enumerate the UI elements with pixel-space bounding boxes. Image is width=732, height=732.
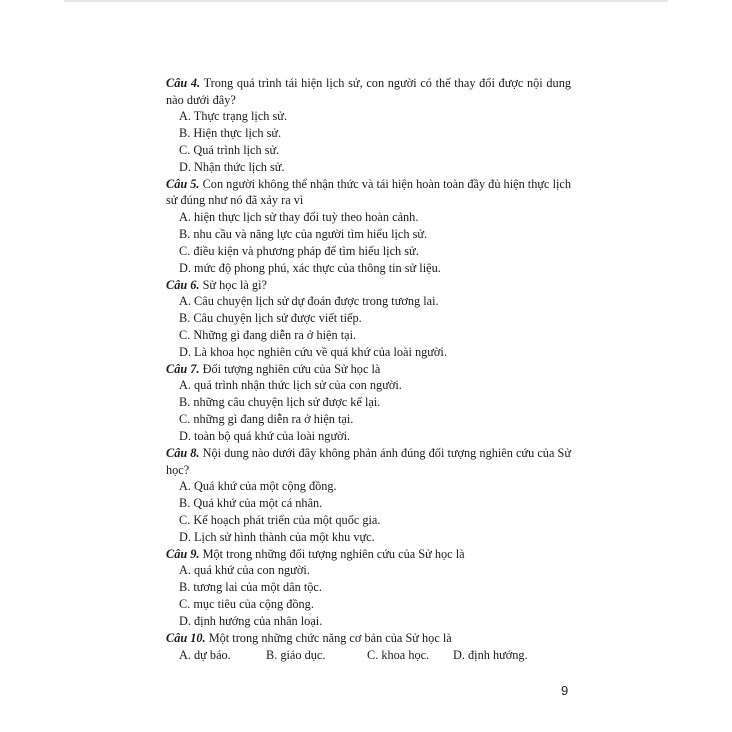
answer-option: D. Nhận thức lịch sử. (179, 159, 285, 174)
question-stem (166, 546, 571, 563)
answer-option: A. quá trình nhận thức lịch sử của con người. (179, 378, 402, 393)
question-number: Câu 4. (166, 76, 201, 90)
page-number: 9 (561, 683, 569, 698)
answer-option: C. điều kiện và phương pháp để tìm hiểu lịch sử. (179, 243, 419, 258)
question-stem (166, 75, 571, 108)
answer-option: B. Câu chuyện lịch sử được viết tiếp. (179, 311, 362, 326)
question-number: Câu 9. (166, 546, 200, 561)
question-stem (166, 277, 571, 294)
answer-option-row (166, 647, 571, 664)
question-text: Con người không thể nhận thức và tái hiện hoàn toàn đầy đủ hiện thực lịch sử đúng như nó đã xảy ra vì (166, 176, 572, 208)
question-text: Nội dung nào dưới đây không phản ánh đúng đối tượng nghiên cứu của Sử học? (166, 446, 571, 477)
question-number: Câu 7. (166, 361, 200, 376)
question-10 (166, 630, 571, 664)
question-stem (166, 176, 571, 209)
question-stem (166, 445, 571, 478)
question-7 (166, 361, 571, 445)
question-number: Câu 8. (166, 446, 200, 461)
question-9 (166, 546, 571, 630)
question-list (166, 75, 571, 664)
question-text: Một trong những chức năng cơ bản của Sử học là (208, 631, 452, 646)
question-text: Trong quá trình tái hiện lịch sử, con người có thể thay đổi được nội dung nào dưới đây? (166, 76, 571, 107)
question-number: Câu 5. (166, 176, 200, 191)
answer-option: C. Những gì đang diễn ra ở hiện tại. (179, 328, 357, 343)
answer-option: A. dự báo. (179, 647, 231, 662)
question-8 (166, 445, 571, 546)
question-text: Đối tượng nghiên cứu của Sử học là (202, 361, 381, 376)
answer-option: C. Kế hoạch phát triển của một quốc gia. (179, 513, 381, 528)
answer-option: B. nhu cầu và năng lực của người tìm hiểu lịch sử. (179, 226, 428, 241)
answer-option: D. định hướng. (453, 647, 528, 662)
answer-option: A. Câu chuyện lịch sử dự đoán được trong tương lai. (179, 294, 439, 309)
answer-option: D. mức độ phong phú, xác thực của thông tin sử liệu. (179, 260, 441, 275)
answer-option: C. khoa học. (367, 647, 430, 662)
question-number: Câu 6. (166, 277, 200, 292)
question-stem (166, 361, 571, 378)
top-divider (64, 0, 668, 2)
answer-option: A. quá khứ của con người. (179, 563, 310, 578)
question-5 (166, 176, 571, 277)
answer-option: A. Quá khứ của một cộng đồng. (179, 479, 337, 494)
answer-option: A. Thực trạng lịch sử. (179, 109, 288, 124)
answer-option: C. Quá trình lịch sử. (179, 143, 280, 157)
question-text: Một trong những đối tượng nghiên cứu của Sử học là (202, 546, 465, 561)
question-text: Sử học là gì? (202, 277, 267, 292)
question-4 (166, 75, 571, 176)
answer-option: D. Là khoa học nghiên cứu về quá khứ của loài người. (179, 344, 447, 359)
question-number: Câu 10. (166, 631, 206, 646)
answer-option: C. mục tiêu của cộng đồng. (179, 597, 314, 612)
answer-option: D. Lịch sử hình thành của một khu vực. (179, 529, 375, 544)
answer-option: A. hiện thực lịch sử thay đổi tuỳ theo hoàn cảnh. (179, 210, 419, 224)
answer-option: B. tương lai của một dân tộc. (179, 580, 322, 595)
answer-option: D. toàn bộ quá khứ của loài người. (179, 429, 351, 444)
answer-option: B. những câu chuyện lịch sử được kể lại. (179, 395, 381, 410)
answer-option: B. Quá khứ của một cá nhân. (179, 496, 323, 511)
answer-option: B. Hiện thực lịch sử. (179, 126, 282, 141)
answer-option: B. giáo dục. (266, 647, 326, 662)
answer-option: C. những gì đang diễn ra ở hiện tại. (179, 412, 354, 427)
question-stem (166, 630, 571, 647)
answer-option: D. định hướng của nhân loại. (179, 614, 323, 629)
question-6 (166, 277, 571, 361)
